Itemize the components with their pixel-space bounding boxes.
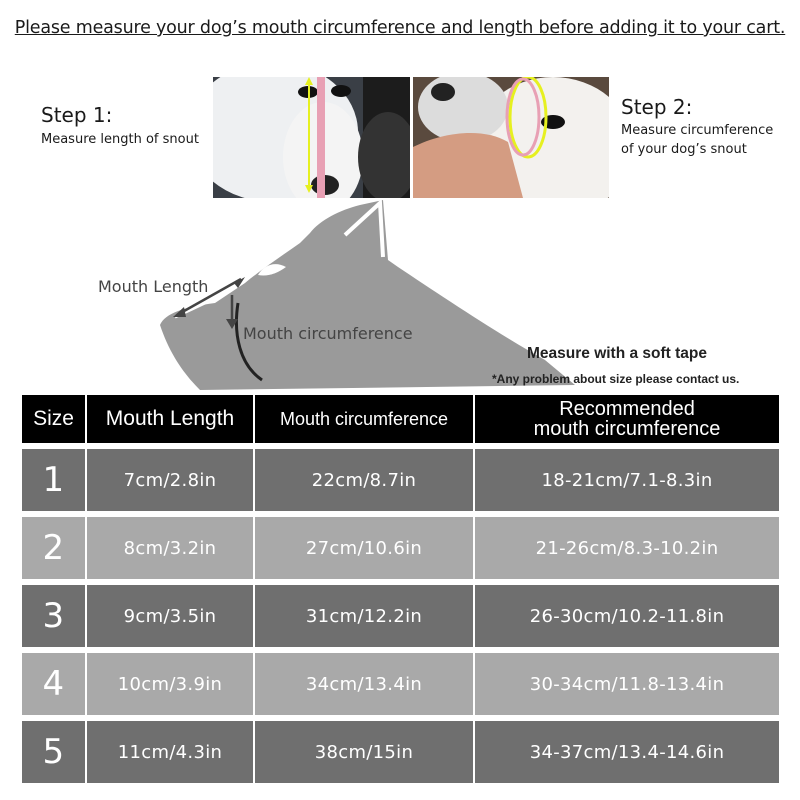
table-row xyxy=(22,718,779,783)
header-recommended-line1: Recommended xyxy=(559,398,695,420)
mouth-circumference-label: Mouth circumference xyxy=(243,324,413,343)
cell-circumference: 27cm/10.6in xyxy=(254,514,474,582)
step1-title: Step 1: xyxy=(41,103,113,127)
step1-description: Measure length of snout xyxy=(41,132,199,147)
cell-recommended: 30-34cm/11.8-13.4in xyxy=(474,650,779,718)
cell-recommended: 18-21cm/7.1-8.3in xyxy=(474,446,779,514)
cell-recommended: 26-30cm/10.2-11.8in xyxy=(474,582,779,650)
header-mouth-circumference: Mouth circumference xyxy=(254,395,474,446)
dog-head-diagram xyxy=(0,195,800,399)
cell-length: 10cm/3.9in xyxy=(86,650,254,718)
cell-size: 2 xyxy=(22,514,86,582)
snout-length-photo xyxy=(213,77,410,198)
cell-size: 4 xyxy=(22,650,86,718)
table-row xyxy=(22,514,779,582)
cell-circumference: 22cm/8.7in xyxy=(254,446,474,514)
headline: Please measure your dog’s mouth circumference and length before adding it to your cart. xyxy=(14,18,786,38)
step2-title: Step 2: xyxy=(621,95,693,119)
table-header-row xyxy=(22,395,779,446)
contact-note: *Any problem about size please contact us. xyxy=(492,372,740,386)
header-recommended-line2: mouth circumference xyxy=(533,418,721,440)
cell-circumference: 31cm/12.2in xyxy=(254,582,474,650)
header-recommended xyxy=(474,395,779,446)
size-chart-table xyxy=(22,395,779,783)
cell-recommended: 21-26cm/8.3-10.2in xyxy=(474,514,779,582)
mouth-length-label: Mouth Length xyxy=(98,277,209,296)
snout-circumference-photo xyxy=(413,77,609,198)
cell-length: 9cm/3.5in xyxy=(86,582,254,650)
header-size: Size xyxy=(22,395,86,446)
cell-length: 11cm/4.3in xyxy=(86,718,254,783)
cell-length: 8cm/3.2in xyxy=(86,514,254,582)
cell-size: 3 xyxy=(22,582,86,650)
table-row xyxy=(22,650,779,718)
cell-circumference: 34cm/13.4in xyxy=(254,650,474,718)
header-mouth-length: Mouth Length xyxy=(86,395,254,446)
step2-description-line1: Measure circumference xyxy=(621,123,774,138)
cell-length: 7cm/2.8in xyxy=(86,446,254,514)
cell-size: 5 xyxy=(22,718,86,783)
table-row xyxy=(22,446,779,514)
cell-recommended: 34-37cm/13.4-14.6in xyxy=(474,718,779,783)
soft-tape-note: Measure with a soft tape xyxy=(527,345,708,362)
cell-size: 1 xyxy=(22,446,86,514)
cell-circumference: 38cm/15in xyxy=(254,718,474,783)
step2-description-line2: of your dog’s snout xyxy=(621,142,747,157)
table-row xyxy=(22,582,779,650)
